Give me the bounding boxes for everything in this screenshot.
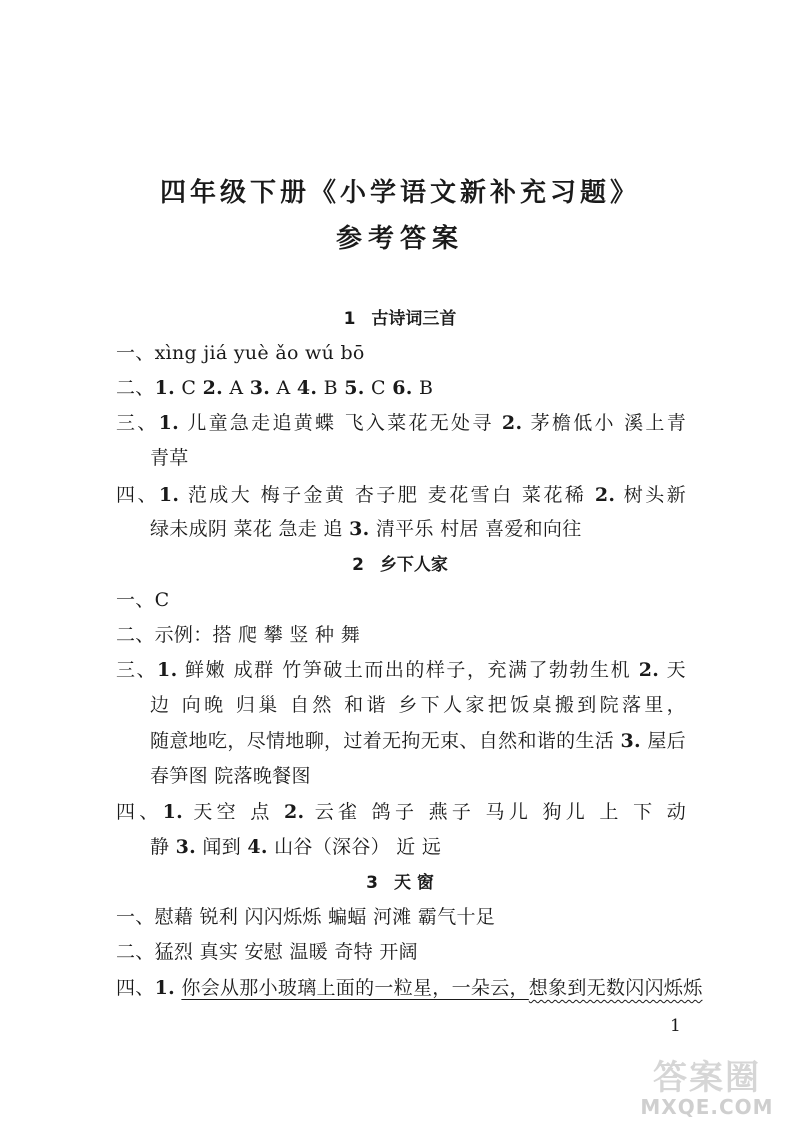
answer-line: 三、1. 儿童急走追黄蝶 飞入菜花无处寻 2. 茅檐低小 溪上青 [116, 412, 686, 434]
watermark-url: MXQE.COM [640, 1095, 774, 1119]
answer-line: 一、xìng jiá yuè ǎo wú bō [116, 342, 365, 364]
page-number: 1 [670, 1016, 681, 1036]
answer-line: 三、1. 鲜嫩 成群 竹笋破土而出的样子，充满了勃勃生机 2. 天 [116, 659, 686, 681]
section-title: 天 窗 [393, 873, 434, 893]
watermark-logo [622, 1050, 792, 1119]
answer-line: 绿未成阴 菜花 急走 追 3. 清平乐 村居 喜爱和向往 [150, 518, 582, 540]
answer-line: 随意地吃，尽情地聊，过着无拘无束、自然和谐的生活 3. 屋后 [150, 730, 686, 752]
section-title: 古诗词三首 [371, 309, 457, 329]
section-number: 2 [352, 555, 364, 575]
answer-line-underlined: 四、1. 你会从那小玻璃上面的一粒星，一朵云，想象到无数闪闪烁烁 [116, 977, 703, 999]
section-number: 1 [343, 309, 356, 329]
page-title: 四年级下册《小学语文新补充习题》 [159, 178, 640, 208]
answer-line: 二、示例：搭 爬 攀 竖 种 舞 [116, 624, 360, 646]
section-heading-1 [0, 304, 800, 329]
section-heading-3 [0, 868, 800, 893]
answer-line: 青草 [150, 447, 189, 469]
section-number: 3 [366, 873, 378, 893]
page-subtitle: 参考答案 [335, 224, 464, 254]
answer-line: 一、慰藉 锐利 闪闪烁烁 蝙蝠 河滩 霸气十足 [116, 906, 496, 928]
answer-line: 二、猛烈 真实 安慰 温暖 奇特 开阔 [116, 941, 418, 963]
answer-line: 春笋图 院落晚餐图 [150, 765, 311, 787]
section-title: 乡下人家 [379, 555, 448, 575]
answer-line: 四、1. 天空 点 2. 云雀 鸽子 燕子 马儿 狗儿 上 下 动 [116, 801, 687, 823]
answer-line: 四、1. 范成大 梅子金黄 杏子肥 麦花雪白 菜花稀 2. 树头新 [116, 484, 686, 506]
watermark-text: 答案圈 [653, 1058, 761, 1098]
answer-line: 边 向晚 归巢 自然 和谐 乡下人家把饭桌搬到院落里， [150, 694, 686, 716]
answer-line: 二、1. C 2. A 3. A 4. B 5. C 6. B [116, 377, 434, 399]
section-heading-2 [0, 550, 800, 575]
answer-line: 一、C [116, 589, 170, 611]
answer-line: 静 3. 闻到 4. 山谷（深谷） 近 远 [150, 836, 442, 858]
